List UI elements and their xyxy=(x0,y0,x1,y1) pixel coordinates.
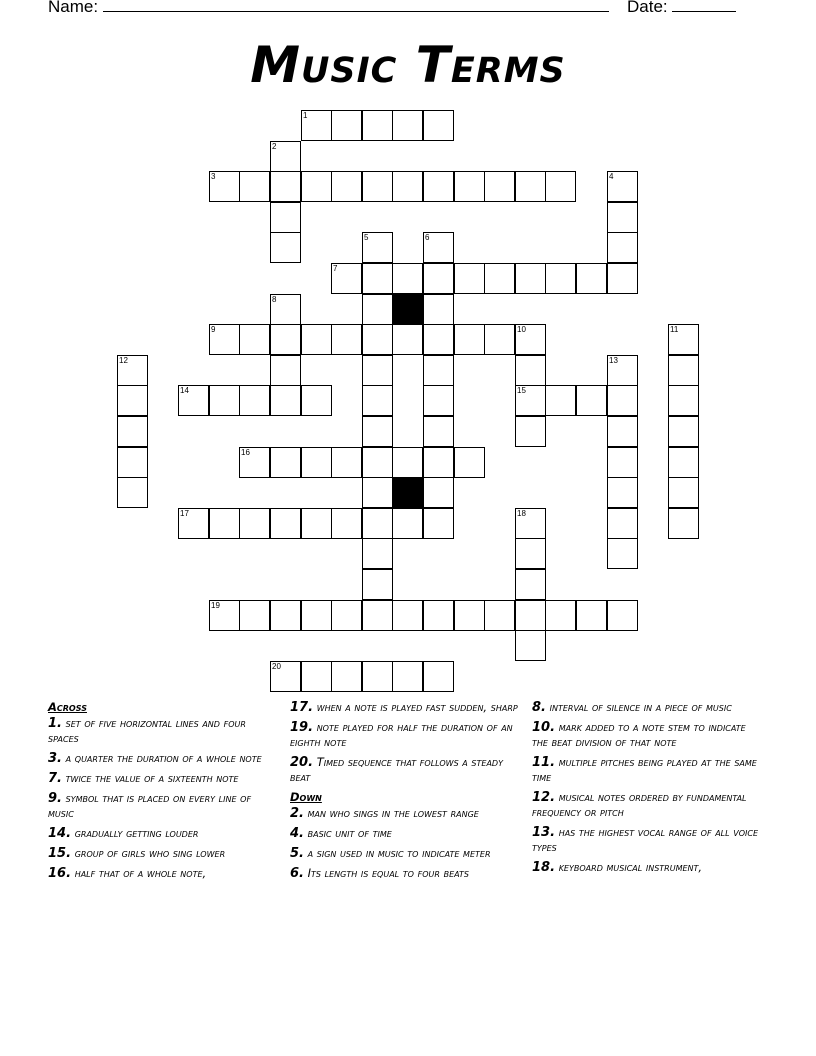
clue-number: 3 xyxy=(211,172,216,181)
crossword-cell[interactable] xyxy=(301,110,332,141)
clue-item: 9. symbol that is placed on every line of music xyxy=(48,791,252,820)
crossword-cell[interactable] xyxy=(423,661,454,692)
name-label: Name: xyxy=(48,0,99,16)
crossword-cell[interactable] xyxy=(423,508,454,539)
crossword-cell[interactable] xyxy=(668,477,699,508)
down-heading: Down xyxy=(290,790,322,804)
crossword-cell[interactable] xyxy=(607,477,638,508)
crossword-cell[interactable] xyxy=(545,263,576,294)
crossword-cell[interactable] xyxy=(117,385,148,416)
crossword-cell[interactable] xyxy=(576,385,607,416)
clue-item: 2. man who sings in the lowest range xyxy=(290,806,479,821)
crossword-cell[interactable] xyxy=(270,447,301,478)
crossword-cell[interactable] xyxy=(515,263,546,294)
crossword-cell[interactable] xyxy=(515,600,546,631)
clue-column-1 xyxy=(48,700,276,886)
crossword-cell[interactable] xyxy=(515,324,546,355)
clue-number: 1 xyxy=(303,111,308,120)
crossword-cell[interactable] xyxy=(117,447,148,478)
crossword-cell[interactable] xyxy=(454,447,485,478)
clue-number: 17 xyxy=(180,509,189,518)
crossword-cell[interactable] xyxy=(270,355,301,386)
clue-number: 9 xyxy=(211,325,216,334)
crossword-cell[interactable] xyxy=(392,600,423,631)
crossword-cell[interactable] xyxy=(362,232,393,263)
crossword-cell[interactable] xyxy=(239,600,270,631)
clue-item: 8. interval of silence in a piece of music xyxy=(532,700,732,715)
crossword-cell[interactable] xyxy=(362,477,393,508)
clue-item: 6. Its length is equal to four beats xyxy=(290,866,469,881)
crossword-cell[interactable] xyxy=(668,355,699,386)
crossword-cell[interactable] xyxy=(607,202,638,233)
crossword-cell[interactable] xyxy=(607,416,638,447)
clue-number: 18 xyxy=(517,509,526,518)
crossword-cell[interactable] xyxy=(515,355,546,386)
crossword-cell[interactable] xyxy=(545,171,576,202)
crossword-cell[interactable] xyxy=(576,263,607,294)
date-label: Date: xyxy=(627,0,668,16)
crossword-cell[interactable] xyxy=(331,508,362,539)
crossword-cell[interactable] xyxy=(484,171,515,202)
clue-item: 16. half that of a whole note, xyxy=(48,866,207,881)
crossword-cell[interactable] xyxy=(423,294,454,325)
crossword-cell[interactable] xyxy=(607,385,638,416)
crossword-cell[interactable] xyxy=(668,324,699,355)
crossword-cell[interactable] xyxy=(362,447,393,478)
date-blank[interactable] xyxy=(672,0,736,12)
crossword-cell[interactable] xyxy=(423,600,454,631)
clue-number: 7 xyxy=(333,264,338,273)
crossword-cell[interactable] xyxy=(607,508,638,539)
crossword-cell[interactable] xyxy=(209,324,240,355)
crossword-cell[interactable] xyxy=(301,661,332,692)
crossword-cell[interactable] xyxy=(362,171,393,202)
clue-number: 10 xyxy=(517,325,526,334)
crossword-cell[interactable] xyxy=(392,263,423,294)
crossword-cell[interactable] xyxy=(392,447,423,478)
crossword-cell[interactable] xyxy=(362,508,393,539)
crossword-cell[interactable] xyxy=(515,538,546,569)
crossword-cell[interactable] xyxy=(607,538,638,569)
crossword-cell[interactable] xyxy=(607,263,638,294)
crossword-cell[interactable] xyxy=(454,171,485,202)
clue-number: 5 xyxy=(364,233,369,242)
crossword-cell[interactable] xyxy=(117,355,148,386)
crossword-cell[interactable] xyxy=(117,477,148,508)
clue-item: 19. note played for half the duration of an eighth note xyxy=(290,720,513,749)
crossword-cell[interactable] xyxy=(178,385,209,416)
crossword-cell[interactable] xyxy=(515,630,546,661)
crossword-cell[interactable] xyxy=(239,447,270,478)
crossword-cell[interactable] xyxy=(239,324,270,355)
crossword-cell[interactable] xyxy=(270,171,301,202)
crossword-cell[interactable] xyxy=(239,385,270,416)
clue-number: 14 xyxy=(180,386,189,395)
crossword-cell[interactable] xyxy=(362,324,393,355)
crossword-cell[interactable] xyxy=(423,416,454,447)
crossword-cell[interactable] xyxy=(423,447,454,478)
crossword-cell[interactable] xyxy=(209,600,240,631)
crossword-cell[interactable] xyxy=(117,416,148,447)
clue-number: 15 xyxy=(517,386,526,395)
crossword-cell[interactable] xyxy=(362,294,393,325)
crossword-cell[interactable] xyxy=(515,508,546,539)
crossword-cell[interactable] xyxy=(423,263,454,294)
crossword-cell[interactable] xyxy=(454,600,485,631)
crossword-cell[interactable] xyxy=(362,538,393,569)
name-blank[interactable] xyxy=(103,0,609,12)
crossword-cell[interactable] xyxy=(668,385,699,416)
crossword-cell[interactable] xyxy=(362,416,393,447)
crossword-cell[interactable] xyxy=(270,508,301,539)
clue-item: 7. twice the value of a sixteenth note xyxy=(48,771,239,786)
clue-number: 16 xyxy=(241,448,250,457)
crossword-cell[interactable] xyxy=(270,324,301,355)
crossword-cell[interactable] xyxy=(576,600,607,631)
crossword-cell[interactable] xyxy=(209,385,240,416)
crossword-cell[interactable] xyxy=(362,110,393,141)
clue-number: 8 xyxy=(272,295,277,304)
crossword-cell[interactable] xyxy=(484,600,515,631)
clue-item: 20. Timed sequence that follows a steady beat xyxy=(290,755,503,784)
clue-number: 4 xyxy=(609,172,614,181)
date-line[interactable] xyxy=(627,0,736,17)
clue-number: 6 xyxy=(425,233,430,242)
crossword-cell[interactable] xyxy=(301,508,332,539)
clue-number: 13 xyxy=(609,356,618,365)
crossword-cell[interactable] xyxy=(331,600,362,631)
clue-column-3 xyxy=(532,700,764,880)
crossword-cell[interactable] xyxy=(362,263,393,294)
crossword-cell[interactable] xyxy=(423,324,454,355)
crossword-cell[interactable] xyxy=(331,324,362,355)
crossword-cell[interactable] xyxy=(331,447,362,478)
crossword-cell[interactable] xyxy=(392,661,423,692)
crossword-cell[interactable] xyxy=(423,232,454,263)
crossword-cell[interactable] xyxy=(454,324,485,355)
crossword-cell[interactable] xyxy=(423,110,454,141)
crossword-cell[interactable] xyxy=(301,324,332,355)
crossword-cell[interactable] xyxy=(239,508,270,539)
crossword-cell[interactable] xyxy=(331,661,362,692)
crossword-cell[interactable] xyxy=(668,508,699,539)
clue-item: 5. a sign used in music to indicate meter xyxy=(290,846,491,861)
crossword-cell[interactable] xyxy=(362,661,393,692)
crossword-cell[interactable] xyxy=(392,508,423,539)
crossword-cell[interactable] xyxy=(392,171,423,202)
clue-number: 20 xyxy=(272,662,281,671)
clue-number: 2 xyxy=(272,142,277,151)
crossword-cell[interactable] xyxy=(515,171,546,202)
crossword-cell[interactable] xyxy=(270,141,301,172)
crossword-cell[interactable] xyxy=(209,508,240,539)
crossword-cell[interactable] xyxy=(331,171,362,202)
crossword-cell[interactable] xyxy=(454,263,485,294)
crossword-cell[interactable] xyxy=(423,171,454,202)
name-line[interactable] xyxy=(48,0,609,17)
crossword-cell[interactable] xyxy=(301,600,332,631)
crossword-cell[interactable] xyxy=(301,171,332,202)
crossword-cell[interactable] xyxy=(209,171,240,202)
clue-item: 4. basic unit of time xyxy=(290,826,392,841)
crossword-cell[interactable] xyxy=(515,385,546,416)
crossword-cell[interactable] xyxy=(362,385,393,416)
crossword-cell[interactable] xyxy=(270,600,301,631)
clue-item: 12. musical notes ordered by fundamental frequency or pitch xyxy=(532,790,747,819)
across-heading: Across xyxy=(48,700,87,714)
crossword-cell[interactable] xyxy=(423,355,454,386)
clue-column-2 xyxy=(290,700,518,886)
crossword-cell[interactable] xyxy=(515,569,546,600)
clue-number: 11 xyxy=(670,325,679,334)
crossword-cell[interactable] xyxy=(607,355,638,386)
crossword-cell[interactable] xyxy=(607,600,638,631)
crossword-cell[interactable] xyxy=(239,171,270,202)
crossword-cell[interactable] xyxy=(668,447,699,478)
black-cell xyxy=(392,294,423,325)
crossword-cell[interactable] xyxy=(362,355,393,386)
clue-item: 15. group of girls who sing lower xyxy=(48,846,226,861)
crossword-cell[interactable] xyxy=(515,416,546,447)
clue-item: 14. gradually getting louder xyxy=(48,826,199,841)
crossword-cell[interactable] xyxy=(362,600,393,631)
crossword-cell[interactable] xyxy=(270,202,301,233)
crossword-cell[interactable] xyxy=(270,385,301,416)
clue-number: 19 xyxy=(211,601,220,610)
crossword-cell[interactable] xyxy=(331,263,362,294)
clue-item: 3. a quarter the duration of a whole note xyxy=(48,751,262,766)
page-title: Music Terms xyxy=(250,36,566,94)
crossword-cell[interactable] xyxy=(607,171,638,202)
clue-item: 18. keyboard musical instrument, xyxy=(532,860,703,875)
crossword-cell[interactable] xyxy=(668,416,699,447)
crossword-cell[interactable] xyxy=(392,324,423,355)
clue-item: 10. mark added to a note stem to indicate the beat division of that note xyxy=(532,720,746,749)
crossword-cell[interactable] xyxy=(423,477,454,508)
crossword-cell[interactable] xyxy=(484,263,515,294)
crossword-cell[interactable] xyxy=(270,294,301,325)
clue-item: 17. when a note is played fast sudden, sharp xyxy=(290,700,518,715)
crossword-cell[interactable] xyxy=(301,385,332,416)
crossword-cell[interactable] xyxy=(607,232,638,263)
crossword-cell[interactable] xyxy=(545,600,576,631)
crossword-cell[interactable] xyxy=(607,447,638,478)
crossword-cell[interactable] xyxy=(270,661,301,692)
black-cell xyxy=(392,477,423,508)
crossword-cell[interactable] xyxy=(270,232,301,263)
clue-item: 1. set of five horizontal lines and four spaces xyxy=(48,716,246,745)
clue-item: 11. multiple pitches being played at the same time xyxy=(532,755,757,784)
crossword-cell[interactable] xyxy=(178,508,209,539)
clue-item: 13. has the highest vocal range of all voice types xyxy=(532,825,759,854)
crossword-cell[interactable] xyxy=(301,447,332,478)
crossword-cell[interactable] xyxy=(545,385,576,416)
crossword-cell[interactable] xyxy=(423,385,454,416)
crossword-cell[interactable] xyxy=(392,110,423,141)
clue-number: 12 xyxy=(119,356,128,365)
crossword-cell[interactable] xyxy=(362,569,393,600)
crossword-cell[interactable] xyxy=(331,110,362,141)
crossword-cell[interactable] xyxy=(484,324,515,355)
